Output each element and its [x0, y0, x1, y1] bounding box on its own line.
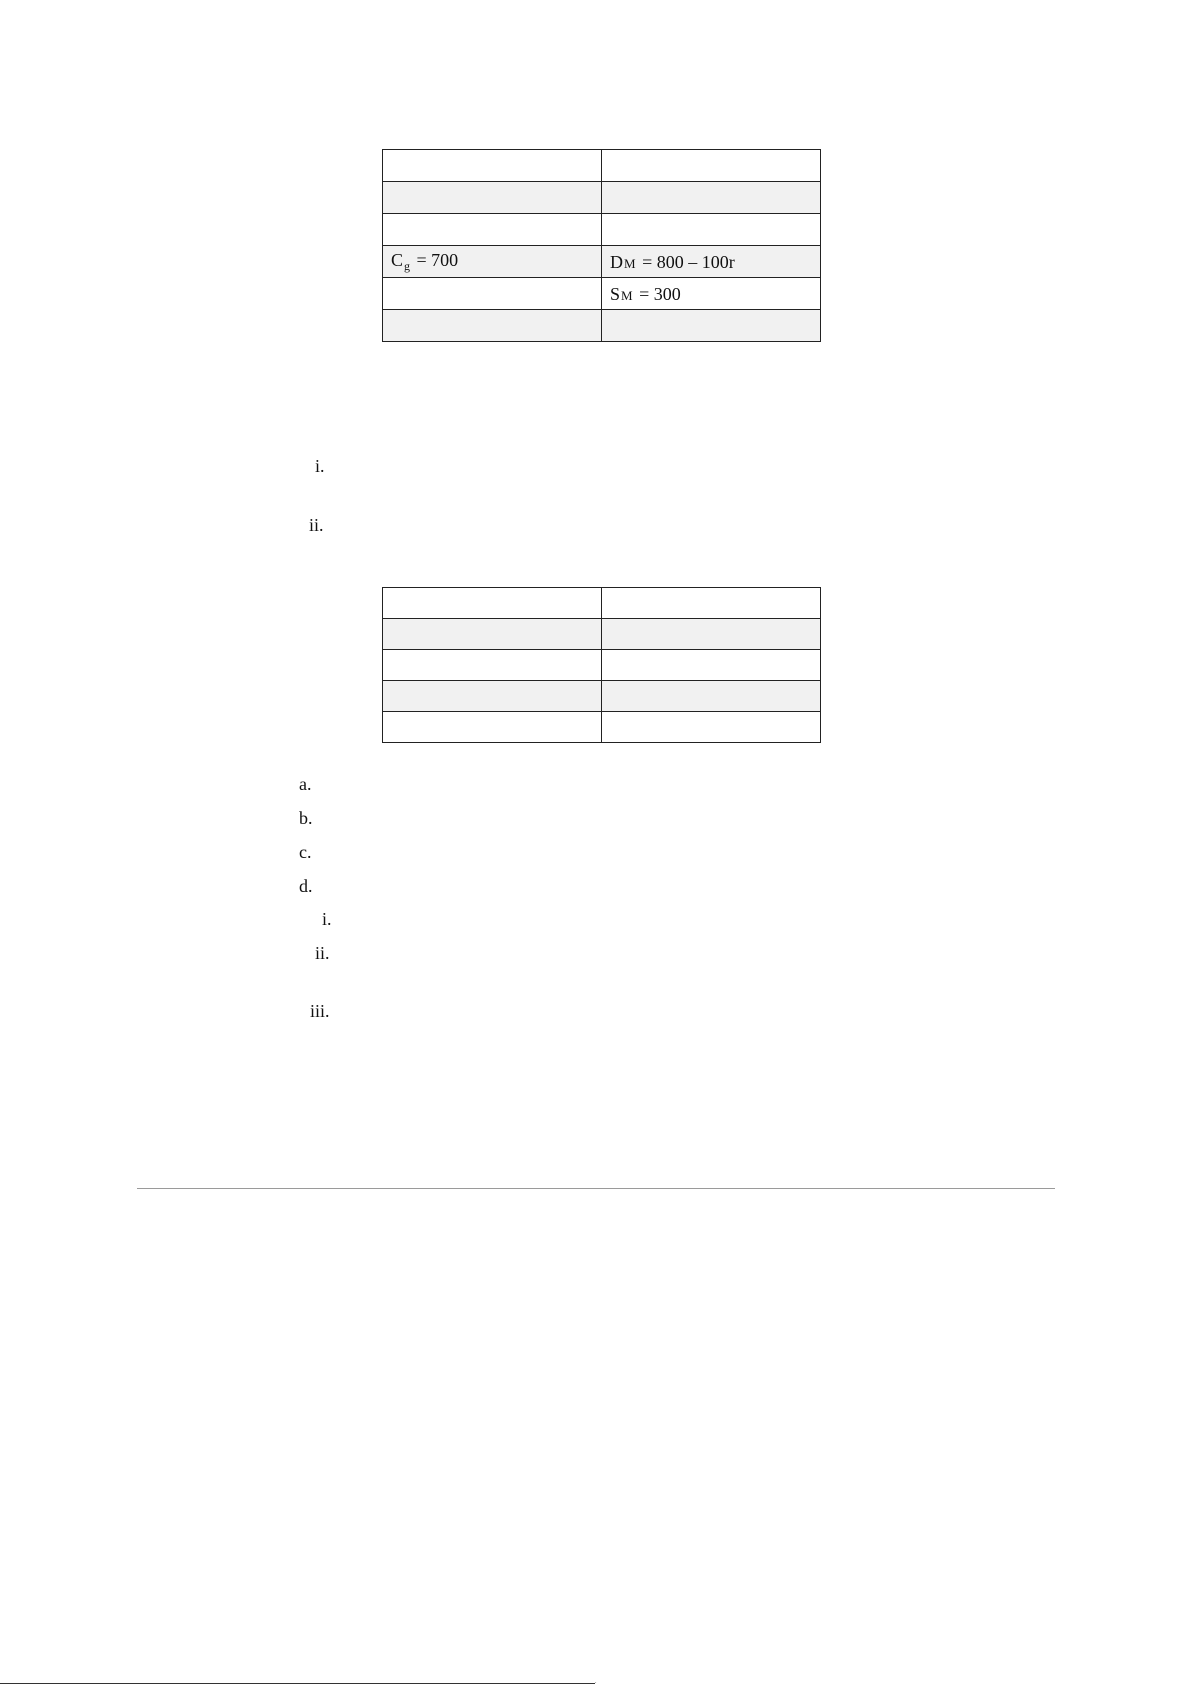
table-cell: [383, 619, 602, 650]
data-table: [382, 587, 821, 743]
table-cell: [383, 182, 602, 214]
consumption-equation: $C_g = 700$: [391, 250, 459, 273]
table-cell: [602, 681, 821, 712]
table-cell: [602, 246, 821, 278]
table-cell: [383, 246, 602, 278]
sublist-marker-iii: iii.: [310, 1001, 330, 1021]
money-supply-equation: SM = 300: [610, 283, 681, 304]
table-row: [383, 150, 821, 182]
table-cell: [602, 214, 821, 246]
table-cell: [383, 588, 602, 619]
list-marker-c: c.: [299, 842, 312, 862]
table-cell: [602, 588, 821, 619]
list-marker-b: b.: [299, 808, 313, 828]
list-marker-ii: ii.: [309, 515, 324, 535]
table-cell: [602, 619, 821, 650]
table-cell: [602, 150, 821, 182]
table-cell: [383, 150, 602, 182]
table-row: [383, 246, 821, 278]
list-marker-d: d.: [299, 876, 313, 896]
table-cell: [383, 214, 602, 246]
equations-table: [382, 149, 821, 342]
table-row: [383, 588, 821, 619]
table-cell: [602, 310, 821, 342]
table-cell: [602, 712, 821, 743]
table-cell: [383, 278, 602, 310]
section-divider: [137, 1188, 1055, 1189]
table-cell: [602, 278, 821, 310]
table-row: [383, 310, 821, 342]
table-row: [383, 681, 821, 712]
table-cell: [602, 650, 821, 681]
table-cell: [383, 310, 602, 342]
table-cell: [383, 650, 602, 681]
table-cell: [602, 182, 821, 214]
table-cell: [383, 712, 602, 743]
table-row: [383, 619, 821, 650]
footnote-mark: .: [595, 1679, 597, 1685]
table-cell: [383, 681, 602, 712]
money-demand-equation: DM = 800 – 100r: [610, 251, 735, 272]
footnote-separator: [0, 1683, 595, 1684]
sublist-marker-i: i.: [322, 909, 332, 929]
table-row: [383, 650, 821, 681]
table-row: [383, 182, 821, 214]
list-marker-i: i.: [315, 456, 325, 476]
table-row: [383, 278, 821, 310]
list-marker-a: a.: [299, 774, 312, 794]
table-row: [383, 214, 821, 246]
table-row: [383, 712, 821, 743]
sublist-marker-ii: ii.: [315, 943, 330, 963]
